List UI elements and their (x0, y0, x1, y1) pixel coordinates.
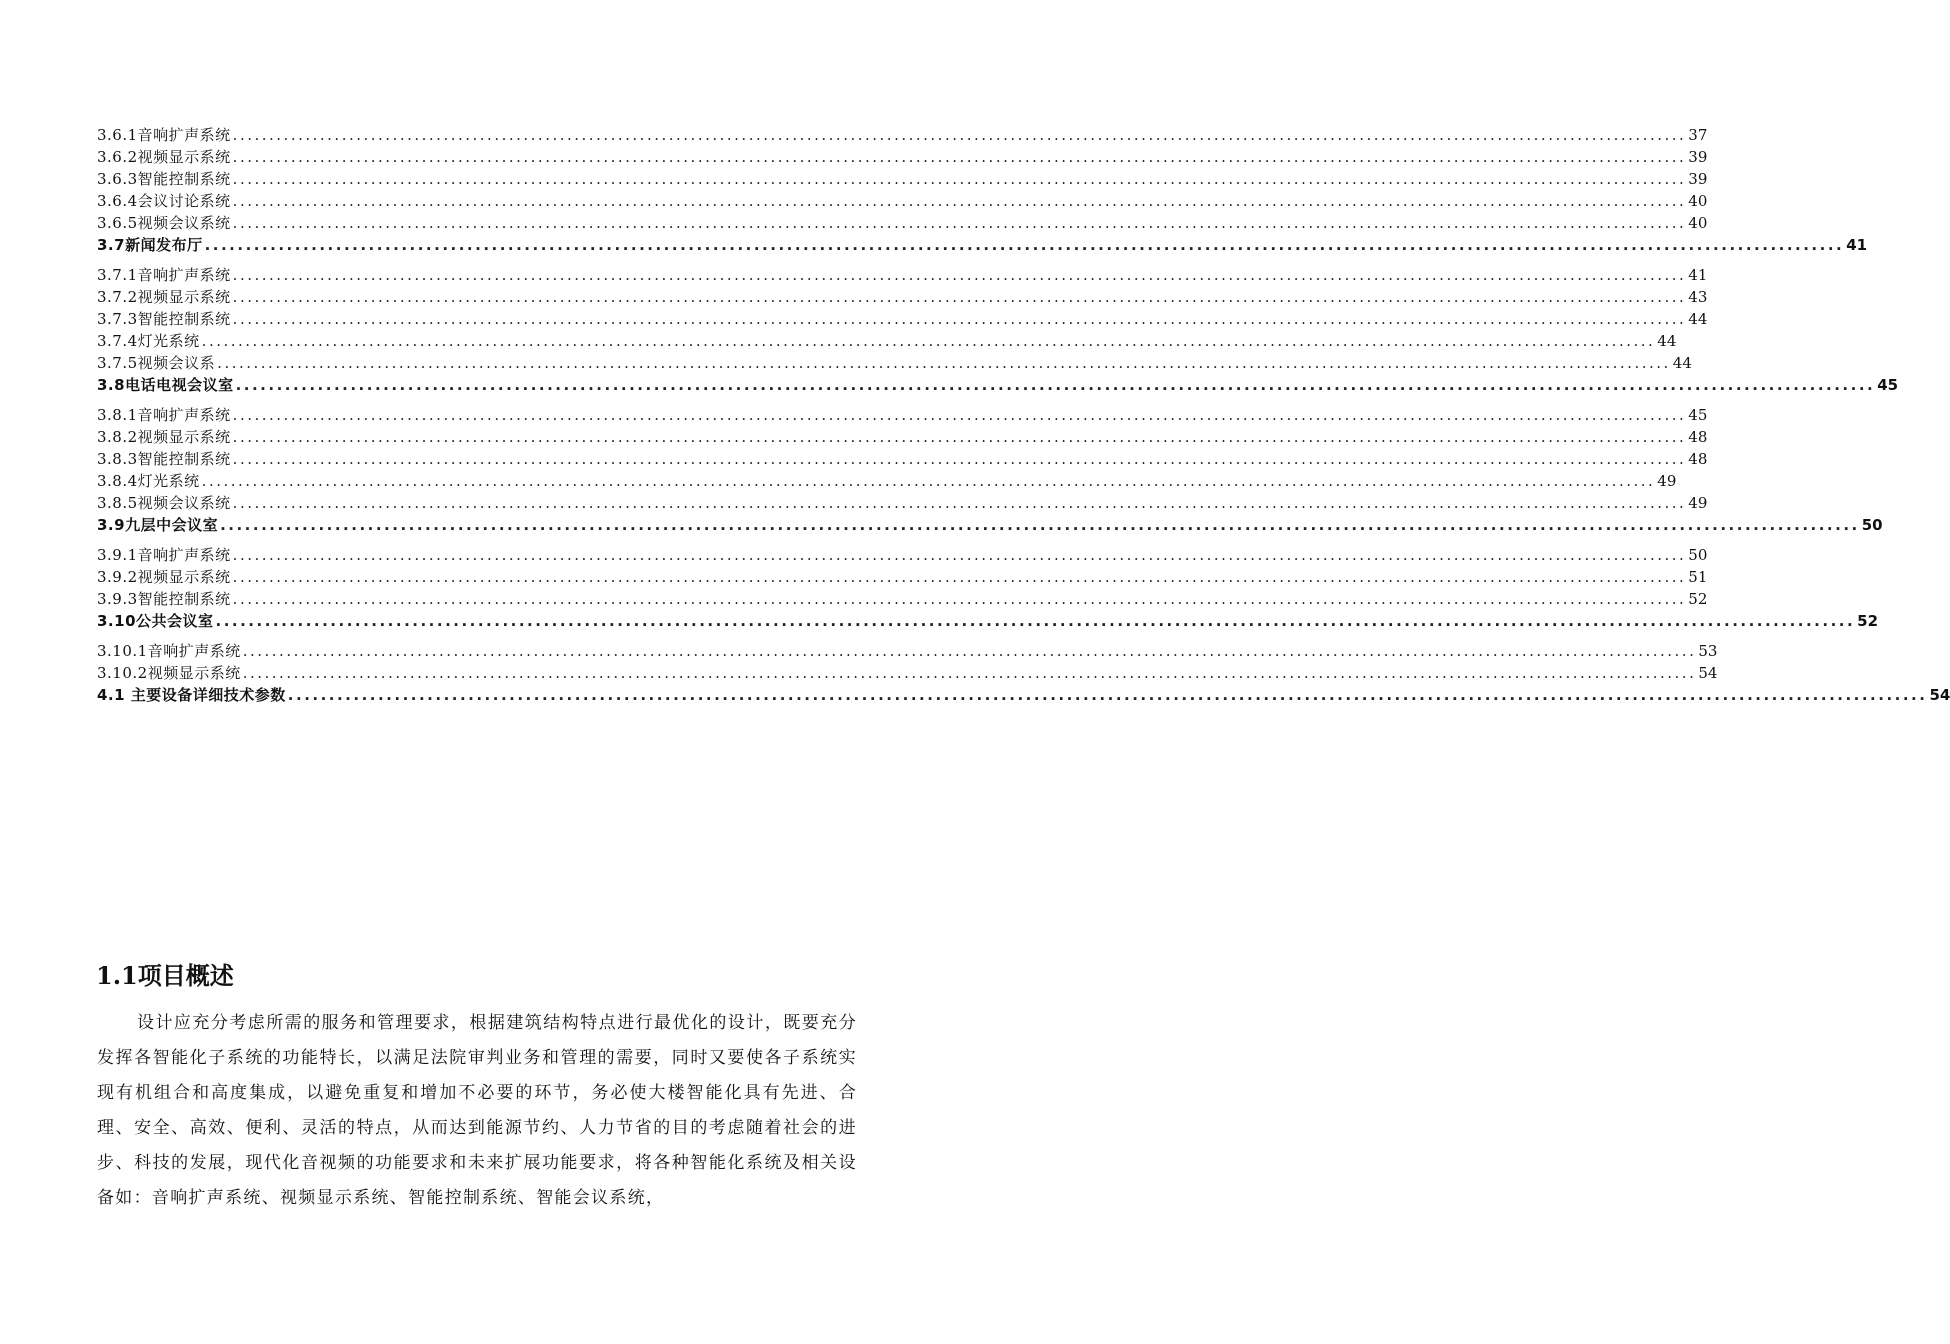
toc-leader-dots: ........................................................................................................................................................................................................ (242, 642, 1697, 660)
toc-entry-label: 3.6.2视频显示系统 (97, 148, 231, 166)
toc-entry[interactable] (97, 640, 1718, 662)
toc-entry[interactable] (97, 286, 1708, 308)
toc-entry-label: 3.8.4灯光系统 (97, 472, 200, 490)
toc-entry-page: 52 (1688, 590, 1708, 608)
toc-leader-dots: ........................................................................................................................................................................................................ (215, 612, 1856, 630)
toc-leader-dots: ........................................................................................................................................................................................................ (232, 590, 1687, 608)
toc-leader-dots: ........................................................................................................................................................................................................ (201, 332, 1656, 350)
toc-leader-dots: ........................................................................................................................................................................................................ (232, 126, 1687, 144)
table-of-contents (97, 124, 1950, 714)
toc-section-entry[interactable] (97, 514, 1883, 536)
toc-entry-page: 50 (1688, 546, 1708, 564)
toc-leader-dots: ........................................................................................................................................................................................................ (220, 516, 1860, 534)
toc-entry-page: 39 (1688, 148, 1708, 166)
toc-entry-page: 48 (1688, 428, 1708, 446)
toc-entry[interactable] (97, 264, 1708, 286)
toc-entry-label: 3.8.5视频会议系统 (97, 494, 231, 512)
toc-entry-page: 45 (1877, 376, 1899, 394)
toc-leader-dots: ........................................................................................................................................................................................................ (232, 214, 1687, 232)
toc-section-entry[interactable] (97, 684, 1950, 706)
toc-leader-dots: ........................................................................................................................................................................................................ (232, 310, 1687, 328)
toc-entry-page: 48 (1688, 450, 1708, 468)
toc-entry-label: 3.7新闻发布厅 (97, 236, 203, 254)
toc-entry-label: 3.10.1音响扩声系统 (97, 642, 241, 660)
toc-entry-label: 3.9.2视频显示系统 (97, 568, 231, 586)
toc-entry-page: 52 (1857, 612, 1879, 630)
toc-leader-dots: ........................................................................................................................................................................................................ (232, 450, 1687, 468)
toc-leader-dots: ........................................................................................................................................................................................................ (232, 266, 1687, 284)
toc-leader-dots: ........................................................................................................................................................................................................ (235, 376, 1876, 394)
toc-entry-page: 44 (1672, 354, 1692, 372)
toc-entry[interactable] (97, 426, 1708, 448)
toc-leader-dots: ........................................................................................................................................................................................................ (232, 288, 1687, 306)
toc-entry-page: 49 (1657, 472, 1677, 490)
toc-entry-label: 3.10.2视频显示系统 (97, 664, 241, 682)
toc-entry[interactable] (97, 146, 1708, 168)
section-heading: 1.1项目概述 (96, 961, 234, 990)
toc-entry[interactable] (97, 168, 1708, 190)
toc-entry-label: 3.8电话电视会议室 (97, 376, 234, 394)
toc-entry-label: 3.6.4会议讨论系统 (97, 192, 231, 210)
toc-entry[interactable] (97, 212, 1708, 234)
section-body-paragraph: 设计应充分考虑所需的服务和管理要求，根据建筑结构特点进行最优化的设计，既要充分发挥各智能化子系统的功能特长，以满足法院审判业务和管理的需要，同时又要使各子系统实现有机组合和高度集成，以避免重复和增加不必要的环节，务必使大楼智能化具有先进、合理、安全、高效、便利、灵活的特点，从而达到能源节约、人力节省的目的考虑随着社会的进步、科技的发展，现代化音视频的功能要求和未来扩展功能要求，将各种智能化系统及相关设备如：音响扩声系统、视频显示系统、智能控制系统、智能会议系统， (97, 1013, 857, 1208)
toc-entry-label: 3.6.1音响扩声系统 (97, 126, 231, 144)
toc-entry-page: 40 (1688, 192, 1708, 210)
toc-entry-label: 3.8.1音响扩声系统 (97, 406, 231, 424)
toc-entry[interactable] (97, 662, 1718, 684)
toc-entry-label: 3.6.5视频会议系统 (97, 214, 231, 232)
toc-entry-page: 49 (1688, 494, 1708, 512)
toc-entry[interactable] (97, 470, 1677, 492)
toc-entry-page: 37 (1688, 126, 1708, 144)
toc-leader-dots: ........................................................................................................................................................................................................ (232, 148, 1687, 166)
toc-entry-page: 41 (1688, 266, 1708, 284)
toc-entry[interactable] (97, 588, 1708, 610)
toc-entry-page: 45 (1688, 406, 1708, 424)
toc-entry-page: 43 (1688, 288, 1708, 306)
toc-section-entry[interactable] (97, 610, 1879, 632)
toc-leader-dots: ........................................................................................................................................................................................................ (242, 664, 1697, 682)
toc-entry-label: 3.7.1音响扩声系统 (97, 266, 231, 284)
toc-entry-label: 4.1 主要设备详细技术参数 (97, 686, 286, 704)
toc-entry-page: 40 (1688, 214, 1708, 232)
toc-entry-page: 44 (1688, 310, 1708, 328)
toc-leader-dots: ........................................................................................................................................................................................................ (232, 494, 1687, 512)
toc-entry-page: 44 (1657, 332, 1677, 350)
toc-leader-dots: ........................................................................................................................................................................................................ (232, 170, 1687, 188)
toc-leader-dots: ........................................................................................................................................................................................................ (232, 428, 1687, 446)
toc-entry[interactable] (97, 566, 1708, 588)
toc-entry[interactable] (97, 404, 1708, 426)
toc-leader-dots: ........................................................................................................................................................................................................ (287, 686, 1928, 704)
toc-leader-dots: ........................................................................................................................................................................................................ (201, 472, 1656, 490)
toc-entry[interactable] (97, 544, 1708, 566)
toc-entry-label: 3.10公共会议室 (97, 612, 214, 630)
toc-entry-page: 41 (1846, 236, 1868, 254)
toc-entry-page: 54 (1929, 686, 1950, 704)
toc-entry[interactable] (97, 352, 1692, 374)
toc-entry[interactable] (97, 124, 1708, 146)
toc-section-entry[interactable] (97, 374, 1899, 396)
toc-entry-page: 54 (1698, 664, 1718, 682)
toc-leader-dots: ........................................................................................................................................................................................................ (232, 568, 1687, 586)
toc-entry-page: 39 (1688, 170, 1708, 188)
toc-leader-dots: ........................................................................................................................................................................................................ (217, 354, 1671, 372)
toc-entry-label: 3.9九层中会议室 (97, 516, 219, 534)
toc-entry-label: 3.8.3智能控制系统 (97, 450, 231, 468)
toc-leader-dots: ........................................................................................................................................................................................................ (232, 406, 1687, 424)
toc-entry-label: 3.9.3智能控制系统 (97, 590, 231, 608)
toc-entry-label: 3.7.3智能控制系统 (97, 310, 231, 328)
toc-entry[interactable] (97, 190, 1708, 212)
toc-entry-label: 3.8.2视频显示系统 (97, 428, 231, 446)
toc-section-entry[interactable] (97, 234, 1868, 256)
toc-leader-dots: ........................................................................................................................................................................................................ (232, 546, 1687, 564)
toc-entry-label: 3.7.5视频会议系 (97, 354, 216, 372)
toc-entry-label: 3.7.4灯光系统 (97, 332, 200, 350)
toc-entry-label: 3.9.1音响扩声系统 (97, 546, 231, 564)
toc-entry[interactable] (97, 492, 1708, 514)
toc-entry-label: 3.7.2视频显示系统 (97, 288, 231, 306)
toc-leader-dots: ........................................................................................................................................................................................................ (232, 192, 1687, 210)
toc-entry-page: 53 (1698, 642, 1718, 660)
toc-entry-page: 50 (1861, 516, 1883, 534)
toc-entry-label: 3.6.3智能控制系统 (97, 170, 231, 188)
toc-entry[interactable] (97, 308, 1708, 330)
toc-entry-page: 51 (1688, 568, 1708, 586)
toc-entry[interactable] (97, 330, 1677, 352)
toc-leader-dots: ........................................................................................................................................................................................................ (204, 236, 1845, 254)
toc-entry[interactable] (97, 448, 1708, 470)
